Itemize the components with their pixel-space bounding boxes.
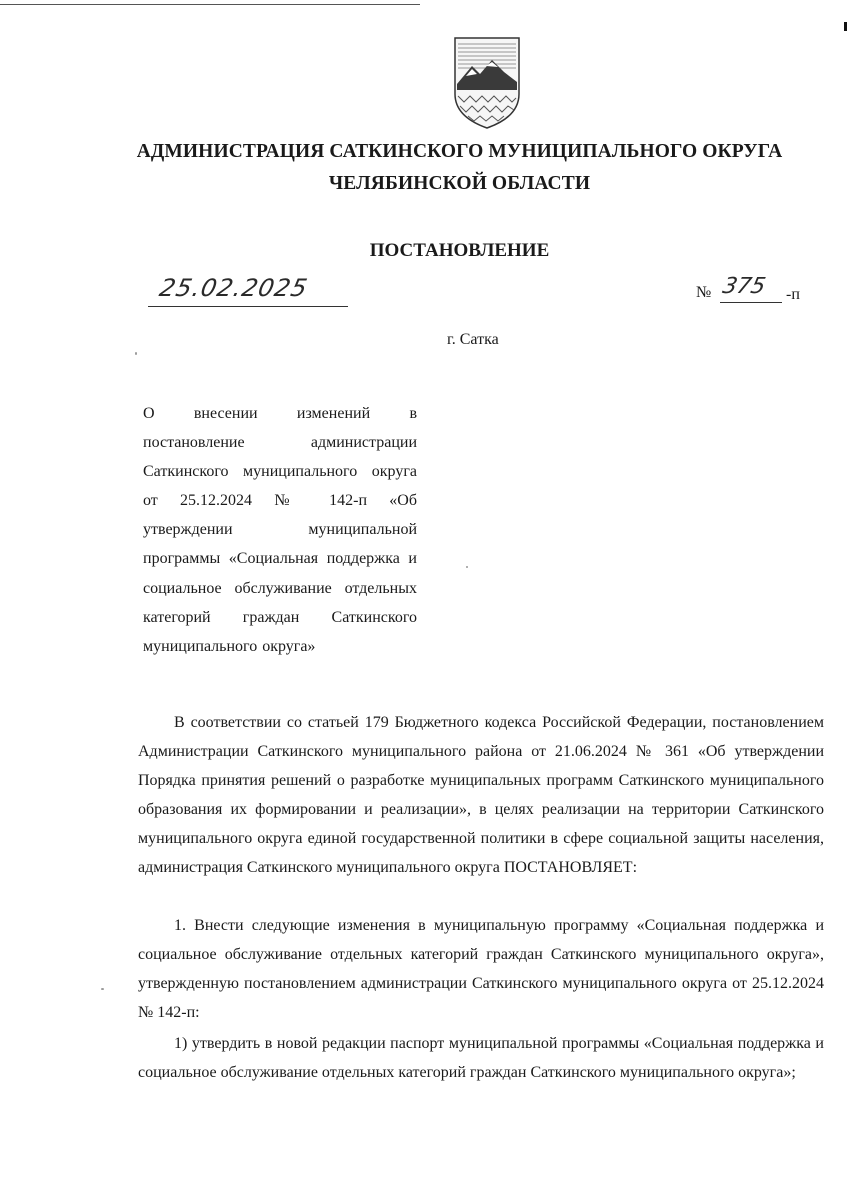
document-date-field	[148, 272, 348, 307]
body-paragraph-item1	[138, 911, 824, 1027]
subject-line: постановление администрации	[143, 434, 417, 452]
subject-line: утверждении муниципальной	[143, 521, 417, 539]
paragraph-text: 1. Внести следующие изменения в муниципальную программу «Социальная поддержка и социальное обслуживание отдельных категорий граждан Саткинского муниципального округа», утвержденную постановлением администрации Саткинского муниципального округа от 25.12.2024 № 142-п:	[138, 917, 824, 1022]
number-sign: №	[696, 284, 712, 301]
subject-line: от 25.12.2024 № 142-п «Об	[143, 492, 417, 510]
handwritten-date: 25.02.2025	[157, 274, 311, 302]
scan-speck	[101, 988, 104, 990]
document-number-field	[696, 276, 816, 306]
subject-line: программы «Социальная поддержка и	[143, 550, 417, 568]
scan-edge-line	[0, 4, 420, 5]
document-type: ПОСТАНОВЛЕНИЕ	[369, 240, 550, 261]
paragraph-text: В соответствии со статьей 179 Бюджетного кодекса Российской Федерации, постановлением Администрации Саткинского муниципального района от 21.06.2024 № 361 «Об утверждении Порядка принятия решений о разработке муниципальных программ Саткинского муниципального образования их формировании и реализации», в целях реализации на территории Саткинского муниципального округа единой государственной политики в сфере социальной защиты населения, администрация Саткинского муниципального округа ПОСТАНОВЛЯЕТ:	[138, 714, 824, 877]
subject-line: социальное обслуживание отдельных	[143, 579, 417, 597]
scan-speck	[135, 352, 137, 355]
body-paragraph-preamble	[138, 708, 824, 883]
scan-mark	[844, 22, 847, 31]
number-underline	[720, 302, 782, 303]
scan-speck	[466, 566, 468, 568]
subject-line: Саткинского муниципального округа	[143, 463, 417, 481]
subject-line: О внесении изменений в	[143, 405, 417, 422]
subject-line: категорий граждан Саткинского	[143, 608, 417, 626]
handwritten-number: 375	[720, 274, 768, 299]
subject-line: муниципального округа»	[143, 637, 316, 655]
paragraph-text: 1) утвердить в новой редакции паспорт муниципальной программы «Социальная поддержка и социальное обслуживание отдельных категорий граждан Саткинского муниципального округа»;	[138, 1035, 824, 1082]
number-suffix: -п	[786, 286, 800, 303]
org-title-line2: ЧЕЛЯБИНСКОЙ ОБЛАСТИ	[328, 173, 591, 194]
org-title-line1: АДМИНИСТРАЦИЯ САТКИНСКОГО МУНИЦИПАЛЬНОГО ОКРУГА	[136, 141, 783, 162]
city-name: г. Сатка	[447, 331, 499, 348]
body-paragraph-subitem1	[138, 1029, 824, 1087]
document-subject	[143, 399, 417, 661]
coat-of-arms-emblem	[452, 36, 522, 130]
